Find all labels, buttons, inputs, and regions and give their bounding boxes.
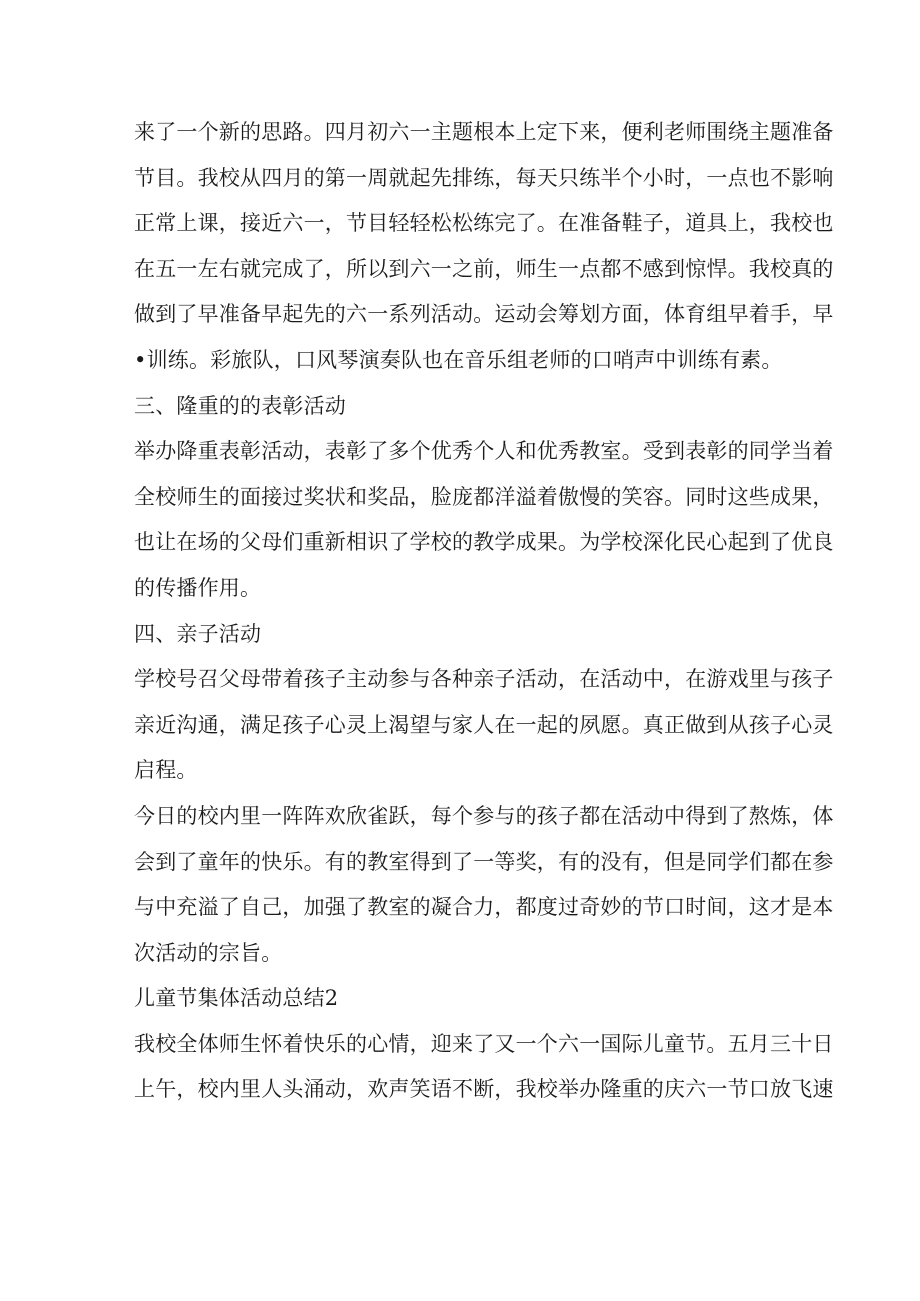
section-heading: 儿童节集体活动总结2 (134, 986, 339, 1011)
text-line: 在五一左右就完成了，所以到六一之前，师生一点都不感到惊悍。我校真的 (134, 256, 834, 281)
text-line: 会到了童年的快乐。有的教室得到了一等奖，有的没有，但是同学们都在参 (134, 849, 834, 874)
text-line: 全校师生的面接过奖状和奖品，脸庞都洋溢着傲慢的笑容。同时这些成果， (134, 484, 834, 509)
text-line: •训练。彩旅队，口风琴演奏队也在音乐组老师的口哨声中训练有素。 (134, 347, 783, 372)
text-line: 举办降重表彰活动，表彰了多个优秀个人和优秀教室。受到表彰的同学当着 (134, 439, 834, 464)
text-line: 亲近沟通，满足孩子心灵上渴望与家人在一起的夙愿。真正做到从孩子心灵 (134, 712, 834, 737)
text-line: 也让在场的父母们重新相识了学校的教学成果。为学校深化民心起到了优良 (134, 530, 834, 555)
text-line: 上午，校内里人头涌动，欢声笑语不断，我校举办隆重的庆六一节口放飞速 (134, 1077, 834, 1102)
text-line: 我校全体师生怀着快乐的心情，迎来了又一个六一国际儿童节。五月三十日 (134, 1031, 834, 1056)
text-line: 正常上课，接近六一，节目轻轻松松练完了。在准备鞋子，道具上，我校也 (134, 211, 834, 236)
text-line: 学校号召父母带着孩子主动参与各种亲子活动，在活动中，在游戏里与孩子 (134, 667, 834, 692)
text-line: 次活动的宗旨。 (134, 940, 283, 965)
section-heading: 四、亲子活动 (134, 621, 262, 646)
section-heading: 三、隆重的的表彰活动 (134, 393, 346, 418)
text-line: 与中充溢了自己，加强了教室的凝合力，都度过奇妙的节口时间，这才是本 (134, 895, 834, 920)
text-line: 今日的校内里一阵阵欢欣雀跃，每个参与的孩子都在活动中得到了熬炼，体 (134, 803, 834, 828)
text-line: 的传播作用。 (134, 575, 262, 600)
text-line: 启程。 (134, 758, 198, 783)
document-body (134, 110, 834, 1113)
text-line: 做到了早准备早起先的六一系列活动。运动会筹划方面，体育组早着手，早 (134, 302, 834, 327)
text-line: 来了一个新的思路。四月初六一主题根本上定下来，便利老师围绕主题准备 (134, 120, 834, 144)
text-line: 节目。我校从四月的第一周就起先排练，每天只练半个小时，一点也不影响 (134, 165, 834, 190)
